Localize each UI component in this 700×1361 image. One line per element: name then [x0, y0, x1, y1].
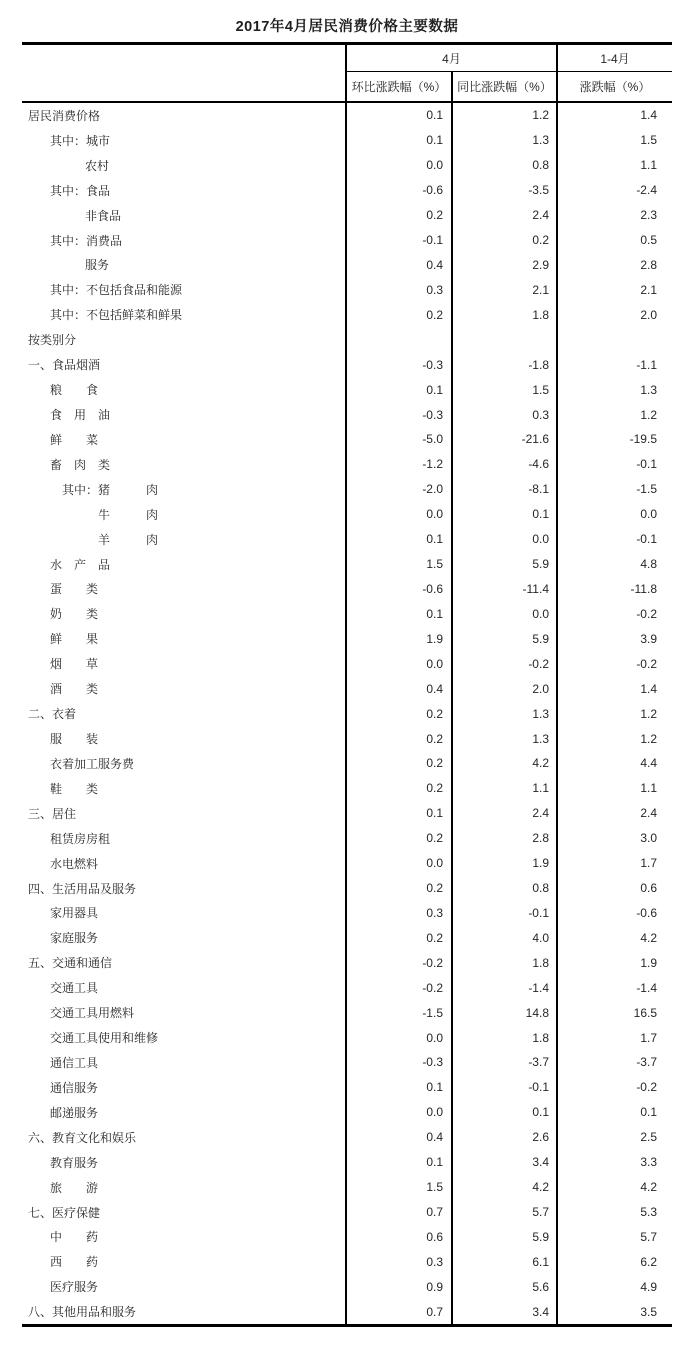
cell-mom: 0.4 — [347, 253, 453, 278]
cell-cum: 16.5 — [633, 1005, 657, 1020]
row-label: 教育服务 — [22, 1150, 347, 1175]
cell-yoy: 0.3 — [453, 402, 558, 427]
row-label: 畜 肉 类 — [22, 452, 347, 477]
cell-yoy: 3.4 — [453, 1299, 558, 1324]
cell-yoy: 3.4 — [453, 1150, 558, 1175]
cell-yoy: -3.5 — [453, 178, 558, 203]
table-row — [22, 950, 672, 975]
row-label: 交通工具 — [22, 975, 347, 1000]
table-row — [22, 826, 672, 851]
row-label: 旅 游 — [22, 1175, 347, 1200]
cell-yoy: -1.8 — [453, 352, 558, 377]
row-label: 通信工具 — [22, 1050, 347, 1075]
cell-yoy: 2.6 — [453, 1125, 558, 1150]
cell-yoy: 0.2 — [453, 228, 558, 253]
table-row — [22, 477, 672, 502]
cell-mom: 0.0 — [347, 851, 453, 876]
cell-yoy: 1.5 — [453, 377, 558, 402]
table-row — [22, 402, 672, 427]
row-label: 鞋 类 — [22, 776, 347, 801]
row-label: 七、医疗保健 — [22, 1200, 347, 1225]
cell-cum: 3.3 — [640, 1155, 657, 1170]
header-label-spacer — [22, 45, 347, 72]
row-label: 三、居住 — [22, 801, 347, 826]
cell-mom: 0.1 — [347, 1075, 453, 1100]
cell-cum: -0.2 — [636, 656, 657, 671]
row-label: 非食品 — [22, 203, 347, 228]
cell-yoy: 4.0 — [453, 925, 558, 950]
row-label: 交通工具使用和维修 — [22, 1025, 347, 1050]
cell-cum: -1.1 — [636, 357, 657, 372]
row-label: 租赁房房租 — [22, 826, 347, 851]
table-row — [22, 776, 672, 801]
table-row — [22, 128, 672, 153]
table-row — [22, 327, 672, 352]
cell-mom: -1.5 — [347, 1000, 453, 1025]
cell-yoy: 0.0 — [453, 527, 558, 552]
cell-cum: 5.3 — [640, 1205, 657, 1220]
row-label: 四、生活用品及服务 — [22, 876, 347, 901]
cell-yoy — [453, 327, 558, 352]
cell-cum: 3.9 — [640, 631, 657, 646]
cell-yoy: 1.3 — [453, 701, 558, 726]
table-row — [22, 277, 672, 302]
row-label: 邮递服务 — [22, 1100, 347, 1125]
table-row — [22, 527, 672, 552]
row-label: 其中：猪 肉 — [22, 477, 347, 502]
cell-mom: 0.1 — [347, 128, 453, 153]
cell-yoy: 1.3 — [453, 128, 558, 153]
table-row — [22, 1274, 672, 1299]
row-label: 羊 肉 — [22, 527, 347, 552]
cell-cum: -0.1 — [636, 532, 657, 547]
cell-cum: 2.1 — [640, 282, 657, 297]
cell-cum: 1.4 — [640, 108, 657, 123]
cell-mom: 0.3 — [347, 277, 453, 302]
row-label: 按类别分 — [22, 327, 347, 352]
table-row — [22, 601, 672, 626]
cell-yoy: 2.0 — [453, 676, 558, 701]
row-label: 农村 — [22, 153, 347, 178]
cell-mom: 0.9 — [347, 1274, 453, 1299]
header-label-spacer-2 — [22, 72, 347, 101]
cell-yoy: -0.1 — [453, 1075, 558, 1100]
table-row — [22, 302, 672, 327]
cell-mom — [347, 327, 453, 352]
cell-mom: 0.1 — [347, 377, 453, 402]
table-row — [22, 975, 672, 1000]
cell-cum: -19.5 — [629, 432, 657, 447]
row-label: 服 装 — [22, 726, 347, 751]
table-row — [22, 178, 672, 203]
cell-yoy: 1.8 — [453, 950, 558, 975]
row-label: 其中：食品 — [22, 178, 347, 203]
table-row — [22, 701, 672, 726]
cell-yoy: -8.1 — [453, 477, 558, 502]
cell-yoy: 5.9 — [453, 552, 558, 577]
cell-mom: 0.2 — [347, 726, 453, 751]
row-label: 居民消费价格 — [22, 103, 347, 128]
cell-mom: 0.1 — [347, 527, 453, 552]
cell-mom: 0.2 — [347, 701, 453, 726]
cell-cum: 0.1 — [640, 1105, 657, 1120]
header-col-yoy: 同比涨跌幅（%） — [453, 72, 558, 101]
cell-mom: 0.2 — [347, 876, 453, 901]
cell-cum: 2.0 — [640, 307, 657, 322]
table-row — [22, 901, 672, 926]
cell-mom: 0.0 — [347, 1025, 453, 1050]
cell-mom: -1.2 — [347, 452, 453, 477]
cell-cum: 1.4 — [640, 681, 657, 696]
cell-cum: 5.7 — [640, 1229, 657, 1244]
header-group-jan-apr: 1-4月 — [558, 45, 672, 72]
cell-yoy: 4.2 — [453, 751, 558, 776]
row-label: 酒 类 — [22, 676, 347, 701]
cell-cum: -1.5 — [636, 482, 657, 497]
cell-cum: 1.1 — [640, 158, 657, 173]
table-row — [22, 103, 672, 128]
cell-mom: 0.2 — [347, 203, 453, 228]
page-title: 2017年4月居民消费价格主要数据 — [235, 19, 459, 35]
cell-cum: 1.3 — [640, 382, 657, 397]
row-label: 通信服务 — [22, 1075, 347, 1100]
row-label: 其中：不包括鲜菜和鲜果 — [22, 302, 347, 327]
row-label: 八、其他用品和服务 — [22, 1299, 347, 1324]
cell-yoy: 14.8 — [453, 1000, 558, 1025]
table-row — [22, 153, 672, 178]
cell-yoy: 0.8 — [453, 153, 558, 178]
cell-mom: -0.3 — [347, 1050, 453, 1075]
cell-cum: -1.4 — [636, 980, 657, 995]
cell-mom: 0.0 — [347, 502, 453, 527]
cell-cum: 1.7 — [640, 1030, 657, 1045]
row-label: 家庭服务 — [22, 925, 347, 950]
cell-mom: 0.6 — [347, 1224, 453, 1249]
cell-cum: 4.2 — [640, 930, 657, 945]
cell-yoy: 1.8 — [453, 302, 558, 327]
cell-mom: 0.2 — [347, 302, 453, 327]
cell-cum: -0.6 — [636, 905, 657, 920]
cell-mom: -0.3 — [347, 402, 453, 427]
cell-cum: 0.5 — [640, 233, 657, 248]
cell-cum: 2.3 — [640, 208, 657, 223]
row-label: 服务 — [22, 253, 347, 278]
cell-mom: 0.2 — [347, 776, 453, 801]
cell-yoy: 1.8 — [453, 1025, 558, 1050]
cell-cum: -3.7 — [636, 1055, 657, 1070]
cell-cum: 3.5 — [640, 1304, 657, 1319]
row-label: 六、教育文化和娱乐 — [22, 1125, 347, 1150]
cell-mom: 1.5 — [347, 1175, 453, 1200]
cell-cum: -0.2 — [636, 606, 657, 621]
table-header — [22, 45, 672, 103]
table-row — [22, 651, 672, 676]
cell-mom: -0.6 — [347, 178, 453, 203]
header-col-mom: 环比涨跌幅（%） — [347, 72, 453, 101]
cell-cum: 0.0 — [640, 507, 657, 522]
cell-mom: -0.2 — [347, 975, 453, 1000]
cell-mom: 0.0 — [347, 1100, 453, 1125]
cell-mom: 0.7 — [347, 1299, 453, 1324]
cell-yoy: -11.4 — [453, 577, 558, 602]
cell-yoy: -4.6 — [453, 452, 558, 477]
cell-mom: -0.1 — [347, 228, 453, 253]
cell-cum: 6.2 — [640, 1254, 657, 1269]
row-label: 蛋 类 — [22, 577, 347, 602]
table-row — [22, 1100, 672, 1125]
cell-yoy: -21.6 — [453, 427, 558, 452]
cell-mom: 0.2 — [347, 826, 453, 851]
cell-mom: 0.7 — [347, 1200, 453, 1225]
header-group-row — [22, 45, 672, 72]
cell-yoy: 0.0 — [453, 601, 558, 626]
cell-mom: 0.1 — [347, 801, 453, 826]
cell-yoy: 0.1 — [453, 1100, 558, 1125]
row-label: 五、交通和通信 — [22, 950, 347, 975]
cell-mom: 0.1 — [347, 1150, 453, 1175]
cell-cum: 0.6 — [640, 881, 657, 896]
table-row — [22, 726, 672, 751]
table-row — [22, 1025, 672, 1050]
cell-mom: 0.3 — [347, 1249, 453, 1274]
cell-mom: 1.5 — [347, 552, 453, 577]
row-label: 医疗服务 — [22, 1274, 347, 1299]
row-label: 其中：城市 — [22, 128, 347, 153]
header-group-april: 4月 — [347, 45, 558, 72]
table-row — [22, 851, 672, 876]
table-row — [22, 1075, 672, 1100]
cell-yoy: 4.2 — [453, 1175, 558, 1200]
table-row — [22, 1000, 672, 1025]
cell-yoy: 5.9 — [453, 626, 558, 651]
table-row — [22, 1200, 672, 1225]
cell-cum: -0.2 — [636, 1080, 657, 1095]
row-label: 中 药 — [22, 1224, 347, 1249]
row-label: 其中：消费品 — [22, 228, 347, 253]
table-row — [22, 228, 672, 253]
cell-mom: 0.1 — [347, 103, 453, 128]
cpi-table — [22, 42, 672, 1327]
header-cols-row — [22, 72, 672, 101]
row-label: 烟 草 — [22, 651, 347, 676]
table-row — [22, 352, 672, 377]
row-label: 二、衣着 — [22, 701, 347, 726]
cell-mom: 0.4 — [347, 1125, 453, 1150]
cell-cum: 4.8 — [640, 557, 657, 572]
cell-mom: 0.0 — [347, 153, 453, 178]
row-label: 西 药 — [22, 1249, 347, 1274]
row-label: 食 用 油 — [22, 402, 347, 427]
cell-mom: -0.3 — [347, 352, 453, 377]
cell-cum: -11.8 — [630, 581, 657, 596]
cell-mom: -2.0 — [347, 477, 453, 502]
cell-cum: 1.2 — [640, 731, 657, 746]
cell-cum: 3.0 — [640, 831, 657, 846]
row-label: 水 产 品 — [22, 552, 347, 577]
table-row — [22, 552, 672, 577]
cell-yoy: 2.8 — [453, 826, 558, 851]
table-body — [22, 103, 672, 1324]
cell-mom: 1.9 — [347, 626, 453, 651]
cell-yoy: -0.2 — [453, 651, 558, 676]
cell-yoy: 0.8 — [453, 876, 558, 901]
cell-cum: -2.4 — [636, 183, 657, 198]
cell-cum: 1.5 — [640, 133, 657, 148]
cell-cum: 2.5 — [640, 1130, 657, 1145]
cell-cum — [558, 327, 672, 352]
table-row — [22, 1224, 672, 1249]
row-label: 交通工具用燃料 — [22, 1000, 347, 1025]
cell-yoy: 2.4 — [453, 203, 558, 228]
header-col-cum: 涨跌幅（%） — [579, 80, 651, 94]
table-row — [22, 1150, 672, 1175]
cell-yoy: 2.1 — [453, 277, 558, 302]
cell-yoy: 1.1 — [453, 776, 558, 801]
cell-yoy: 5.7 — [453, 1200, 558, 1225]
cell-cum: 2.8 — [640, 257, 657, 272]
cell-cum: 4.9 — [640, 1279, 657, 1294]
table-row — [22, 1175, 672, 1200]
row-label: 衣着加工服务费 — [22, 751, 347, 776]
cell-mom: -0.6 — [347, 577, 453, 602]
cell-mom: -5.0 — [347, 427, 453, 452]
cell-yoy: 1.3 — [453, 726, 558, 751]
cell-cum: 2.4 — [640, 806, 657, 821]
row-label: 其中：不包括食品和能源 — [22, 277, 347, 302]
table-row — [22, 377, 672, 402]
table-row — [22, 626, 672, 651]
row-label: 鲜 菜 — [22, 427, 347, 452]
cell-yoy: -1.4 — [453, 975, 558, 1000]
cell-cum: 4.2 — [640, 1180, 657, 1195]
cell-mom: 0.3 — [347, 901, 453, 926]
row-label: 水电燃料 — [22, 851, 347, 876]
table-row — [22, 577, 672, 602]
cell-mom: -0.2 — [347, 950, 453, 975]
cell-mom: 0.0 — [347, 651, 453, 676]
cell-yoy: -0.1 — [453, 901, 558, 926]
cell-cum: 1.2 — [640, 407, 657, 422]
cell-yoy: 2.9 — [453, 253, 558, 278]
cell-yoy: 6.1 — [453, 1249, 558, 1274]
table-row — [22, 1299, 672, 1324]
row-label: 一、食品烟酒 — [22, 352, 347, 377]
row-label: 家用器具 — [22, 901, 347, 926]
table-row — [22, 1249, 672, 1274]
table-row — [22, 203, 672, 228]
table-row — [22, 253, 672, 278]
cell-yoy: 1.9 — [453, 851, 558, 876]
table-row — [22, 502, 672, 527]
table-row — [22, 427, 672, 452]
cell-mom: 0.1 — [347, 601, 453, 626]
cell-yoy: 0.1 — [453, 502, 558, 527]
table-row — [22, 925, 672, 950]
table-row — [22, 1125, 672, 1150]
table-row — [22, 801, 672, 826]
cell-yoy: 1.2 — [453, 103, 558, 128]
cell-cum: 1.2 — [640, 706, 657, 721]
cell-cum: 1.1 — [640, 781, 657, 796]
row-label: 鲜 果 — [22, 626, 347, 651]
table-row — [22, 1050, 672, 1075]
cell-yoy: 5.9 — [453, 1224, 558, 1249]
table-row — [22, 452, 672, 477]
cell-cum: 4.4 — [640, 756, 657, 771]
table-row — [22, 676, 672, 701]
cell-cum: 1.7 — [640, 856, 657, 871]
table-row — [22, 751, 672, 776]
cell-cum: 1.9 — [640, 955, 657, 970]
row-label: 牛 肉 — [22, 502, 347, 527]
cell-cum: -0.1 — [636, 457, 657, 472]
cell-mom: 0.2 — [347, 751, 453, 776]
cell-mom: 0.2 — [347, 925, 453, 950]
cell-yoy: 2.4 — [453, 801, 558, 826]
cell-mom: 0.4 — [347, 676, 453, 701]
cell-yoy: -3.7 — [453, 1050, 558, 1075]
cell-yoy: 5.6 — [453, 1274, 558, 1299]
table-row — [22, 876, 672, 901]
row-label: 粮 食 — [22, 377, 347, 402]
row-label: 奶 类 — [22, 601, 347, 626]
